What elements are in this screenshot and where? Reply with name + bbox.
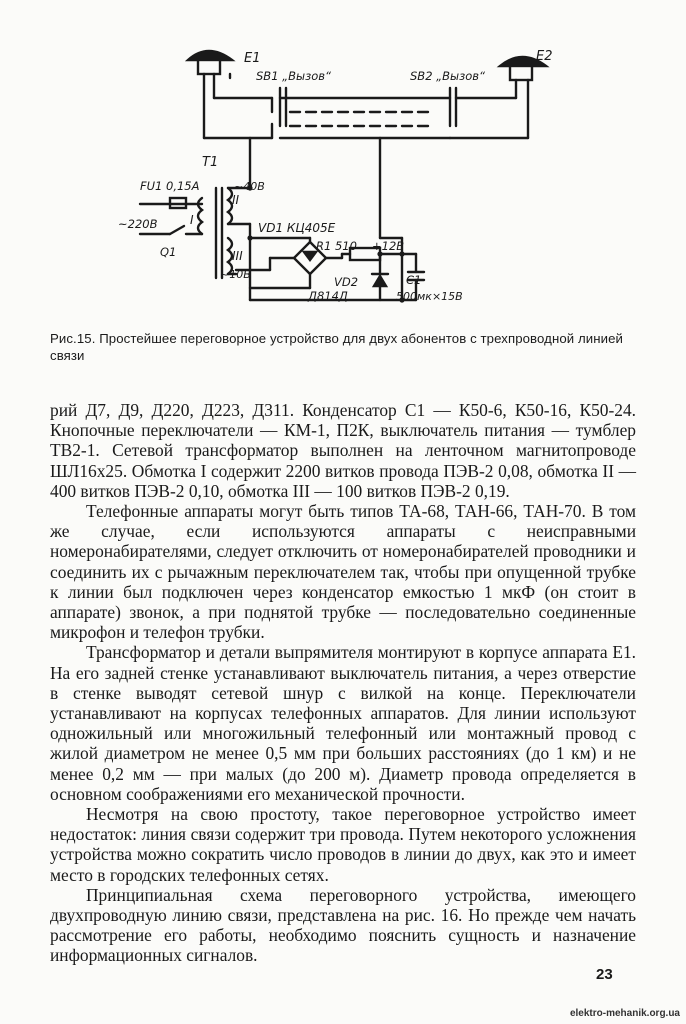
watermark: elektro-mehanik.org.ua xyxy=(569,1008,680,1019)
label-mains: ~220В xyxy=(118,217,158,231)
body-text xyxy=(50,400,636,966)
paragraph: Телефонные аппараты могут быть типов ТА-68, ТАН-66, ТАН-70. В том же случае, если используются аппараты с неисправными номеронабирателями, следует отключить от номеронабирателей проводники и соединить их с рычажным переключателем так, чтобы при опущенной трубке к линии был подключен через конденсатор емкостью 1 мкФ (он стоит в аппарате) звонок, а при поднятой трубке — последовательно соединенные микрофон и телефон трубки. xyxy=(50,501,636,643)
circuit-schematic xyxy=(110,38,580,310)
label-plus12: +12В xyxy=(372,239,405,253)
paragraph: Несмотря на свою простоту, такое переговорное устройство имеет недостаток: линия связи содержит три провода. Путем некоторого усложнения устройства можно сократить число проводов в линии до двух, как это и имеет место в городских телефонных сетях. xyxy=(50,804,636,885)
label-sb1: SB1 „Вызов“ xyxy=(256,69,331,83)
telephone-e1-icon xyxy=(188,51,232,60)
label-sb2: SB2 „Вызов“ xyxy=(410,69,485,83)
label-vd2-type: Д814Д xyxy=(308,289,348,303)
label-c1-value: 500мк×15В xyxy=(396,290,463,303)
label-c1: C1 xyxy=(406,273,422,287)
label-winding-2: II xyxy=(232,193,240,207)
paragraph: Трансформатор и детали выпрямителя монтируют в корпусе аппарата E1. На его задней стенке устанавливают выключатель питания, а через отверстие в стенке выводят сетевой шнур с вилкой на конце. Переключатели устанавливают на корпусах телефонных аппаратов. Для линии используют одножильный или многожильный телефонный или монтажный провод с жилой диаметром не менее 0,5 мм при больших расстояниях (до 1 км) и не менее 0,2 мм — при малых (до 200 м). Диаметр провода определяется в основном соображениями его механической прочности. xyxy=(50,642,636,804)
paragraph: рий Д7, Д9, Д220, Д223, Д311. Конденсатор C1 — К50-6, К50-16, К50-24. Кнопочные переключатели — КМ-1, П2К, выключатель питания — тумблер ТВ2-1. Сетевой трансформатор выполнен на ленточном магнитопроводе ШЛ16х25. Обмотка I содержит 2200 витков провода ПЭВ-2 0,08, обмотка II — 400 витков ПЭВ-2 0,10, обмотка III — 100 витков ПЭВ-2 0,19. xyxy=(50,400,636,501)
label-q1: Q1 xyxy=(160,245,177,259)
label-vd2: VD2 xyxy=(334,275,359,289)
paragraph: Принципиальная схема переговорного устройства, имеющего двухпроводную линию связи, представлена на рис. 16. Но прежде чем начать рассмотрение его работы, необходимо пояснить сущность и назначение информационных сигналов. xyxy=(50,884,636,966)
telephone-e2-body xyxy=(510,66,532,80)
label-v10: ~10В xyxy=(220,268,251,281)
figure-caption: Рис.15. Простейшее переговорное устройство для двух абонентов с трехпроводной линией связи xyxy=(50,331,624,363)
label-fu1: FU1 0,15А xyxy=(140,179,200,193)
label-vd1: VD1 КЦ405Е xyxy=(258,221,336,235)
label-v40: ~40В xyxy=(234,180,265,193)
label-e1: E1 xyxy=(244,51,261,66)
telephone-e1-body xyxy=(198,60,220,74)
schematic-drawing xyxy=(110,38,580,310)
label-winding-1: I xyxy=(190,213,194,227)
label-t1: T1 xyxy=(202,155,219,170)
label-winding-3: III xyxy=(232,249,243,263)
label-r1: R1 510 xyxy=(316,239,357,253)
page-number: 23 xyxy=(596,966,613,983)
label-e2: E2 xyxy=(536,49,553,64)
